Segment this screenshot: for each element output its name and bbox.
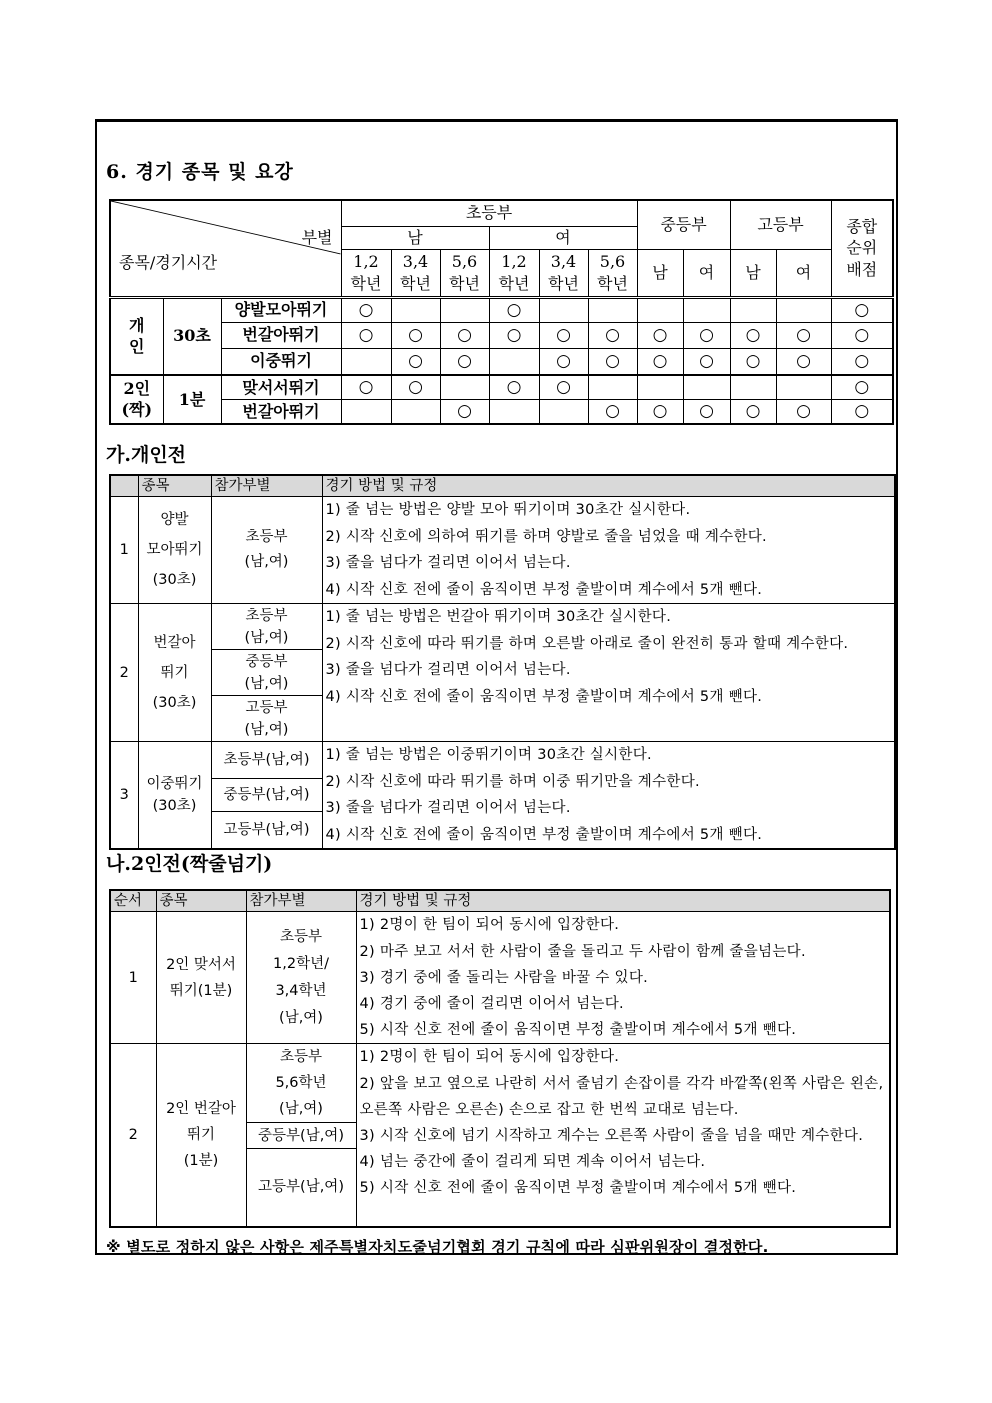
circle-mark: ○ xyxy=(776,399,831,423)
rules-cell xyxy=(322,497,895,604)
middle-group-header: 중등부 xyxy=(637,200,730,249)
category-cell: 개 인 xyxy=(110,297,163,375)
circle-mark: ○ xyxy=(489,322,539,348)
circle-mark: ○ xyxy=(539,348,588,375)
middle-female-header: 여 xyxy=(683,249,730,297)
empty-cell xyxy=(776,297,831,322)
header-cell xyxy=(110,475,138,497)
category-cell: 2인 (짝) xyxy=(110,375,163,424)
corner-top-label: 부별 xyxy=(301,228,333,247)
row-number: 1 xyxy=(110,497,138,604)
event-cell: 양발모아뛰기 xyxy=(221,297,341,322)
elem-group-header: 초등부 xyxy=(341,200,637,226)
empty-cell xyxy=(730,375,776,399)
rule-line: 1) 줄 넘는 방법은 이중뛰기이며 30초간 실시한다. xyxy=(325,747,652,764)
rule-line: 3) 경기 중에 줄 돌리는 사람을 바꿀 수 있다. xyxy=(359,969,649,986)
division-cell: 중등부(남,여) xyxy=(246,1123,356,1149)
row-number: 2 xyxy=(110,1044,156,1227)
rule-line: 2) 마주 보고 서서 한 사람이 줄을 돌리고 두 사람이 함께 줄을넘는다. xyxy=(359,943,806,960)
circle-mark: ○ xyxy=(440,348,489,375)
rule-line: 2) 시작 신호에 따라 뛰기를 하며 이중 뛰기만을 계수한다. xyxy=(325,773,700,790)
circle-mark: ○ xyxy=(341,297,391,322)
event-name: 양발 모아뛰기 (30초) xyxy=(138,497,211,604)
division-cell: 초등부 5,6학년 (남,여) xyxy=(246,1044,356,1123)
rule-line: 2) 앞을 보고 옆으로 나란히 서서 줄넘기 손잡이를 각각 바깥쪽(왼쪽 사람은 왼손, 오른쪽 사람은 오른손) 손으로 잡고 한 번씩 교대로 넘는다. xyxy=(359,1075,884,1118)
circle-mark: ○ xyxy=(539,322,588,348)
rules-cell xyxy=(356,1044,890,1227)
circle-mark: ○ xyxy=(489,375,539,399)
individual-table xyxy=(109,474,896,850)
division-cell: 초등부 1,2학년/ 3,4학년 (남,여) xyxy=(246,912,356,1044)
circle-mark: ○ xyxy=(588,322,637,348)
rule-line: 1) 줄 넘는 방법은 양발 모아 뛰기이며 30초간 실시한다. xyxy=(325,502,691,519)
overview-row xyxy=(110,348,893,375)
rule-line: 4) 시작 신호 전에 줄이 움직이면 부정 출발이며 계수에서 5개 뺀다. xyxy=(325,826,763,843)
header-cell: 참가부별 xyxy=(246,890,356,912)
event-name: 번갈아 뛰기 (30초) xyxy=(138,604,211,742)
grade-header: 5,6 학년 xyxy=(440,249,489,297)
empty-cell xyxy=(391,297,440,322)
empty-cell xyxy=(776,375,831,399)
rule-line: 4) 경기 중에 줄이 걸리면 이어서 넘는다. xyxy=(359,995,624,1012)
overview-row xyxy=(110,399,893,423)
table-header-row xyxy=(110,890,890,912)
empty-cell xyxy=(539,399,588,423)
rule-line: 3) 줄을 넘다가 걸리면 이어서 넘는다. xyxy=(325,800,571,817)
event-name: 2인 번갈아 뛰기 (1분) xyxy=(156,1044,246,1227)
empty-cell xyxy=(341,399,391,423)
circle-mark: ○ xyxy=(637,322,683,348)
event-cell: 이중뛰기 xyxy=(221,348,341,375)
event-cell: 번갈아뛰기 xyxy=(221,399,341,423)
header-cell: 종목 xyxy=(156,890,246,912)
circle-mark: ○ xyxy=(730,399,776,423)
overview-row xyxy=(110,322,893,348)
footnote: ※ 별도로 정하지 않은 사항은 제주특별자치도줄넘기협회 경기 규칙에 따라 심판위원장이 결정한다. xyxy=(106,1238,769,1256)
circle-mark: ○ xyxy=(588,399,637,423)
pair-title: 나.2인전(짝줄넘기) xyxy=(106,853,273,875)
empty-cell xyxy=(539,297,588,322)
corner-bottom-label: 종목/경기시간 xyxy=(119,253,218,272)
grade-header: 3,4 학년 xyxy=(539,249,588,297)
overview-row xyxy=(110,375,893,399)
section-title: 6. 경기 종목 및 요강 xyxy=(106,161,294,183)
circle-mark: ○ xyxy=(776,322,831,348)
high-female-header: 여 xyxy=(776,249,831,297)
row-number: 2 xyxy=(110,604,138,742)
rule-line: 1) 2명이 한 팀이 되어 동시에 입장한다. xyxy=(359,1049,620,1066)
rule-line: 4) 시작 신호 전에 줄이 움직이면 부정 출발이며 계수에서 5개 뺀다. xyxy=(325,581,763,598)
header-cell: 경기 방법 및 규정 xyxy=(356,890,890,912)
header-cell: 순서 xyxy=(110,890,156,912)
rules-cell xyxy=(356,912,890,1044)
corner-cell xyxy=(110,200,341,297)
header-cell: 경기 방법 및 규정 xyxy=(322,475,895,497)
division-cell: 고등부(남,여) xyxy=(211,812,322,850)
rule-line: 3) 줄을 넘다가 걸리면 이어서 넘는다. xyxy=(325,662,571,679)
grade-header: 5,6 학년 xyxy=(588,249,637,297)
circle-mark: ○ xyxy=(683,348,730,375)
empty-cell xyxy=(440,297,489,322)
empty-cell xyxy=(391,399,440,423)
rule-line: 2) 시작 신호에 의하여 뛰기를 하며 양발로 줄을 넘었을 때 계수한다. xyxy=(325,528,767,545)
circle-mark: ○ xyxy=(391,322,440,348)
circle-mark: ○ xyxy=(730,322,776,348)
circle-mark: ○ xyxy=(683,399,730,423)
empty-cell xyxy=(637,375,683,399)
event-cell: 맞서서뛰기 xyxy=(221,375,341,399)
high-male-header: 남 xyxy=(730,249,776,297)
circle-mark: ○ xyxy=(831,348,893,375)
pair-table xyxy=(109,889,891,1228)
total-score-header: 종합 순위 배점 xyxy=(831,200,893,297)
circle-mark: ○ xyxy=(776,348,831,375)
header-cell: 참가부별 xyxy=(211,475,322,497)
circle-mark: ○ xyxy=(588,348,637,375)
empty-cell xyxy=(683,375,730,399)
event-name: 이중뛰기 (30초) xyxy=(138,742,211,850)
empty-cell xyxy=(489,399,539,423)
high-group-header: 고등부 xyxy=(730,200,831,249)
circle-mark: ○ xyxy=(831,297,893,322)
grade-header: 1,2 학년 xyxy=(341,249,391,297)
empty-cell xyxy=(637,297,683,322)
rule-line: 2) 시작 신호에 따라 뛰기를 하며 오른발 아래로 줄이 완전히 통과 할때 계수한다. xyxy=(325,635,849,652)
empty-cell xyxy=(489,348,539,375)
circle-mark: ○ xyxy=(489,297,539,322)
division-cell: 초등부 (남,여) xyxy=(211,604,322,650)
empty-cell xyxy=(588,297,637,322)
circle-mark: ○ xyxy=(391,348,440,375)
middle-male-header: 남 xyxy=(637,249,683,297)
circle-mark: ○ xyxy=(831,399,893,423)
overview-table xyxy=(109,199,894,425)
empty-cell xyxy=(588,375,637,399)
division-cell: 고등부 (남,여) xyxy=(211,696,322,742)
circle-mark: ○ xyxy=(440,322,489,348)
time-cell: 1분 xyxy=(163,375,221,424)
rule-line: 3) 줄을 넘다가 걸리면 이어서 넘는다. xyxy=(325,555,571,572)
rule-line: 4) 넘는 중간에 줄이 걸리게 되면 계속 이어서 넘는다. xyxy=(359,1154,706,1171)
time-cell: 30초 xyxy=(163,297,221,375)
individual-title: 가.개인전 xyxy=(106,444,187,466)
row-number: 3 xyxy=(110,742,138,850)
rule-line: 1) 줄 넘는 방법은 번갈아 뛰기이며 30초간 실시한다. xyxy=(325,609,672,626)
circle-mark: ○ xyxy=(539,375,588,399)
division-cell: 초등부 (남,여) xyxy=(211,497,322,604)
circle-mark: ○ xyxy=(341,375,391,399)
empty-cell xyxy=(683,297,730,322)
grade-header: 3,4 학년 xyxy=(391,249,440,297)
circle-mark: ○ xyxy=(730,348,776,375)
rules-cell xyxy=(322,742,895,850)
circle-mark: ○ xyxy=(440,399,489,423)
division-cell: 중등부(남,여) xyxy=(211,778,322,811)
empty-cell xyxy=(341,348,391,375)
empty-cell xyxy=(440,375,489,399)
empty-cell xyxy=(730,297,776,322)
rule-line: 5) 시작 신호 전에 줄이 움직이면 부정 출발이며 계수에서 5개 뺀다. xyxy=(359,1022,797,1039)
overview-row xyxy=(110,297,893,322)
rule-line: 4) 시작 신호 전에 줄이 움직이면 부정 출발이며 계수에서 5개 뺀다. xyxy=(325,688,763,705)
elem-female-header: 여 xyxy=(489,226,637,249)
circle-mark: ○ xyxy=(391,375,440,399)
circle-mark: ○ xyxy=(637,399,683,423)
circle-mark: ○ xyxy=(341,322,391,348)
rule-line: 1) 2명이 한 팀이 되어 동시에 입장한다. xyxy=(359,917,620,934)
circle-mark: ○ xyxy=(683,322,730,348)
grade-header: 1,2 학년 xyxy=(489,249,539,297)
event-cell: 번갈아뛰기 xyxy=(221,322,341,348)
header-cell: 종목 xyxy=(138,475,211,497)
division-cell: 중등부 (남,여) xyxy=(211,650,322,696)
circle-mark: ○ xyxy=(831,322,893,348)
event-name: 2인 맞서서 뛰기(1분) xyxy=(156,912,246,1044)
rule-line: 3) 시작 신호에 넘기 시작하고 계수는 오른쪽 사람이 줄을 넘을 때만 계수한다. xyxy=(359,1127,864,1144)
row-number: 1 xyxy=(110,912,156,1044)
circle-mark: ○ xyxy=(637,348,683,375)
division-cell: 초등부(남,여) xyxy=(211,742,322,779)
rule-line: 5) 시작 신호 전에 줄이 움직이면 부정 출발이며 계수에서 5개 뺀다. xyxy=(359,1180,797,1197)
rules-cell xyxy=(322,604,895,742)
circle-mark: ○ xyxy=(831,375,893,399)
elem-male-header: 남 xyxy=(341,226,489,249)
division-cell: 고등부(남,여) xyxy=(246,1149,356,1227)
table-header-row xyxy=(110,475,895,497)
